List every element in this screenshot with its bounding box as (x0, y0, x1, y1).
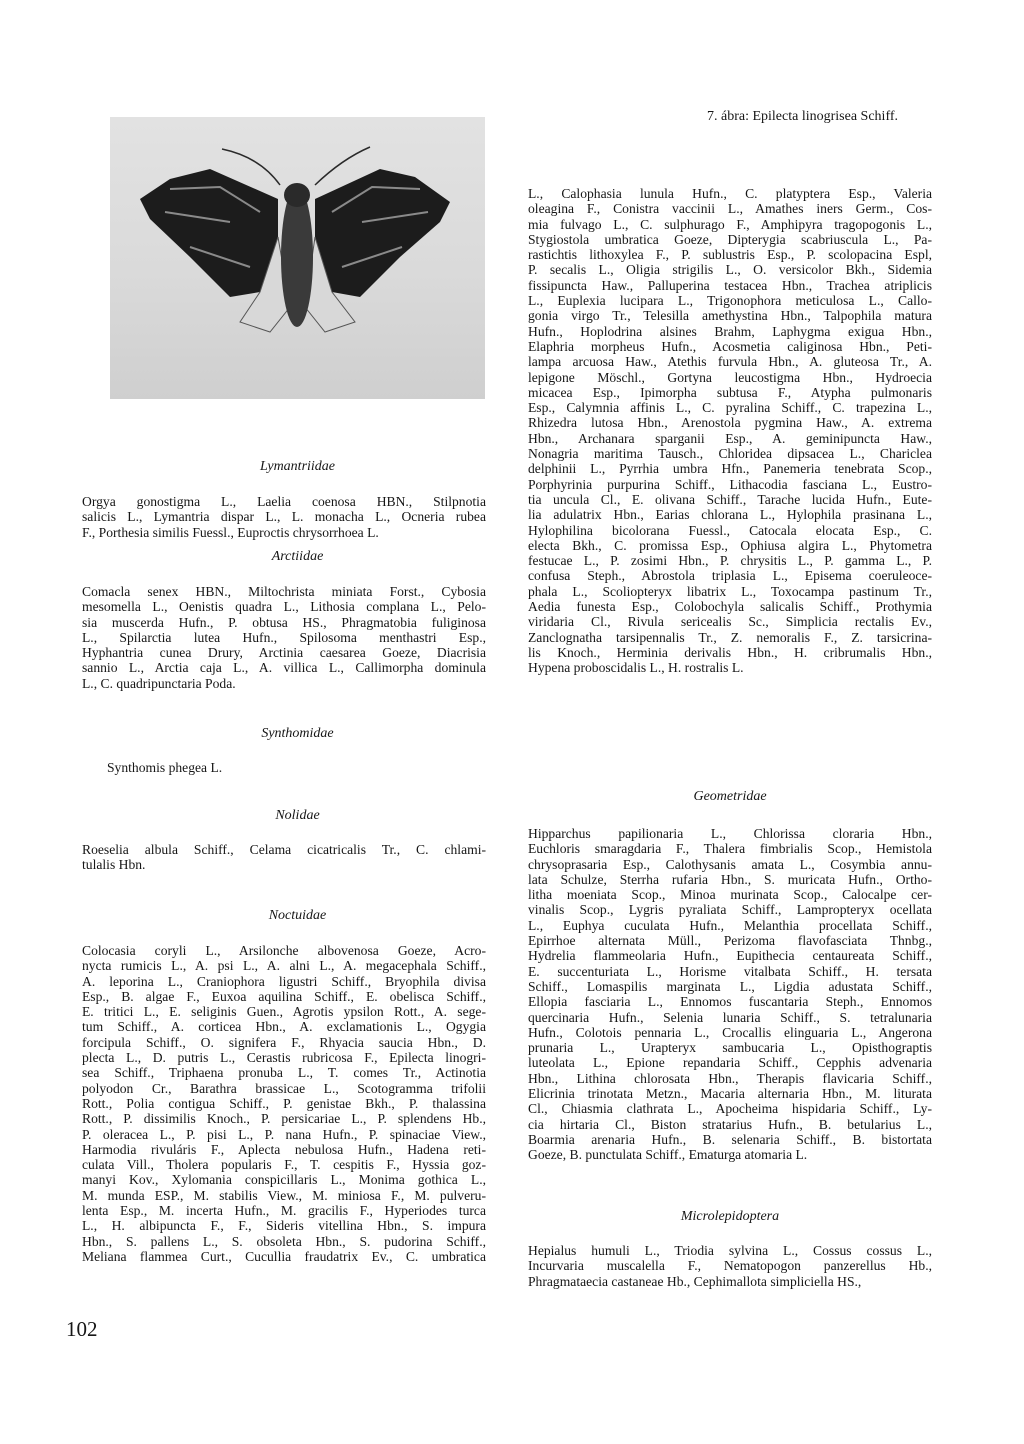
text-line: Colocasia coryli L., Arsilonche albovenosa Goeze, Acro- (82, 943, 486, 958)
text-line: M. munda ESP., M. stabilis View., M. miniosa F., M. pulveru- (82, 1187, 486, 1203)
text-line: Hyphantria cunea Drury, Arctinia caesarea Goeze, Diacrisia (82, 645, 486, 661)
text-line: P. oleracea L., P. pisi L., P. nana Hufn., P. spinaciae View., (82, 1126, 486, 1142)
text-line: E. tritici L., E. seliginis Guen., Agrotis ypsilon Rott., A. sege- (82, 1004, 486, 1020)
text-line: lis Knoch., Herminia derivalis Hbn., H. cribrumalis Hbn., (528, 644, 932, 660)
text-line: Hypena proboscidalis L., H. rostralis L. (528, 660, 744, 676)
text-line: lata Schulze, Sterrha rufaria Hbn., S. muricata Hufn., Ortho- (528, 871, 932, 887)
arctiidae-species-list (82, 584, 486, 691)
text-line: rastichtis lithoxylea F., P. sublustris Esp., P. scolopacina Espl, (528, 247, 932, 263)
family-heading-arctiidae: Arctiidae (271, 549, 324, 564)
text-line: Esp., Calymnia affinis L., C. pyralina Schiff., C. trapezina L., (528, 400, 932, 416)
text-line: chrysoprasaria Esp., Calothysanis amata L., Cosymbia annu- (528, 856, 932, 872)
text-line: Meliana flammea Curt., Cucullia fraudatrix Ev., C. umbratica (82, 1248, 486, 1264)
text-line: quercinaria Hufn., Selenia lunaria Schiff., S. tetralunaria (528, 1009, 932, 1025)
text-line: Rott., P. dissimilis Knoch., P. persicariae L., P. splendens Hb., (82, 1111, 486, 1127)
text-line: Hbn., S. pallens L., S. obsoleta Hbn., S. pudorina Schiff., (82, 1233, 486, 1249)
text-line: Aedia funesta Esp., Colobochyla salicalis Schiff., Prothymia (528, 599, 932, 615)
text-line: Roeselia albula Schiff., Celama cicatricalis Tr., C. chlami- (82, 842, 486, 857)
text-line: L., C. quadripunctaria Poda. (82, 675, 236, 691)
noctuidae-species-list (82, 943, 486, 1264)
text-line: L., Calophasia lunula Hufn., C. platyptera Esp., Valeria (528, 186, 932, 201)
text-line: Nonagria maritima Tausch., Chloridea dipsacea L., Chariclea (528, 446, 932, 462)
family-heading-lymantriidae: Lymantriidae (259, 459, 336, 474)
text-line: oleagina F., Conistra vaccinii L., Amathes iners Germ., Cos- (528, 201, 932, 217)
moth-head (284, 183, 310, 207)
text-line: tia uncula Cl., E. olivana Schiff., Tarache lucida Hufn., Eute- (528, 491, 932, 507)
page-number: 102 (66, 1317, 98, 1341)
synthomidae-species-list: Synthomis phegea L. (107, 760, 223, 775)
text-line: culata Vill., Tholera popularis F., T. cespitis F., Hyssia goz- (82, 1157, 486, 1173)
text-line: sannio L., Arctia caja L., A. villica L., Callimorpha dominula (82, 660, 486, 676)
text-line: vinalis Scop., Lygris pyraliata Schiff., Lampropteryx ocellata (528, 902, 932, 918)
text-line: lia adulatrix Hbn., Earias chlorana L., Hylophila prasinana L., (528, 507, 932, 523)
text-line: Comacla senex HBN., Miltochrista miniata Forst., Cybosia (82, 584, 486, 599)
text-line: lenta Esp., M. incerta Hufn., M. gracilis F., Hyperiodes turca (82, 1203, 486, 1219)
text-line: Ellopia fasciaria L., Ennomos fuscantaria Steph., Ennomos (528, 994, 932, 1010)
nolidae-species-list (82, 842, 486, 873)
text-line: Orgya gonostigma L., Laelia coenosa HBN., Stilpnotia (82, 494, 486, 509)
text-line: Schiff., Lomaspilis marginata L., Ligdia adustata Schiff., (528, 978, 932, 994)
moth-body (281, 187, 313, 327)
text-line: E. succenturiata L., Horisme vitalbata Schiff., H. tersata (528, 963, 932, 979)
text-line: Esp., B. algae F., Euxoa aquilina Schiff., E. obelisca Schiff., (82, 988, 486, 1004)
text-line: Incurvaria muscalella F., Nematopogon panzerellus Hb., (528, 1258, 932, 1274)
moth-photograph (110, 117, 485, 399)
text-line: fissipuncta Haw., Palluperina testacea Hbn., Trachea atriplicis (528, 277, 932, 293)
family-heading-synthomidae: Synthomidae (261, 726, 334, 741)
text-line: Hepialus humuli L., Triodia sylvina L., Cossus cossus L., (528, 1243, 932, 1258)
text-line: Phragmataecia castaneae Hb., Cephimallota simpliciella HS., (528, 1273, 862, 1289)
text-line: litha moeniata Scop., Minoa murinata Scop., Calocalpe cer- (528, 887, 932, 903)
text-line: micacea Esp., Ipimorpha subtusa F., Atypha pulmonaris (528, 384, 932, 400)
text-line: Elicrinia trinotata Metzn., Macaria alternaria Hbn., M. liturata (528, 1086, 932, 1102)
text-line: sea Schiff., Triphaena pronuba L., T. comes Tr., Actinotia (82, 1065, 486, 1081)
moth-illustration (110, 117, 485, 399)
text-line: Elaphria morpheus Hufn., Acosmetia caliginosa Hbn., Peti- (528, 338, 932, 354)
text-line: plecta L., D. putris L., Cerastis rubricosa F., Epilecta linogri- (82, 1050, 486, 1066)
text-line: electa Bkh., C. promissa Esp., Ophiusa algira L., Phytometra (528, 537, 932, 553)
text-line: Hbn., Archanara sparganii Esp., A. geminipuncta Haw., (528, 430, 932, 446)
text-line: phala L., Scoliopteryx libatrix L., Toxocampa pastinum Tr., (528, 583, 932, 599)
text-line: luteolata L., Epione repandaria Schiff., Cepphis advenaria (528, 1055, 932, 1071)
text-line: Goeze, B. punctulata Schiff., Ematurga atomaria L. (528, 1147, 808, 1163)
text-line: P. secalis L., Oligia strigilis L., O. versicolor Bkh., Sidemia (528, 262, 932, 278)
text-line: Hipparchus papilionaria L., Chlorissa cloraria Hbn., (528, 826, 932, 841)
text-line: prunaria L., Urapteryx sambucaria L., Opisthograptis (528, 1040, 932, 1056)
text-line: delphinii L., Pyrrhia umbra Hfn., Panemeria tenebrata Scop., (528, 461, 932, 477)
text-line: confusa Steph., Abrostola triplasia L., Episema coeruleoce- (528, 568, 932, 584)
text-line: Cl., Chiasmia clathrata L., Apocheima hispidaria Schiff., Ly- (528, 1101, 932, 1117)
text-line: Hylophilina bicolorana Fuessl., Catocala elocata Esp., C. (528, 522, 932, 538)
text-line: tum Schiff., A. corticea Hbn., A. exclamationis L., Ogygia (82, 1019, 486, 1035)
text-line: sia muscerda Hufn., P. obtusa HS., Phragmatobia fuliginosa (82, 614, 486, 630)
text-line: F., Porthesia similis Fuessl., Euproctis chrysorrhoea L. (82, 524, 379, 540)
family-heading-microlepidoptera: Microlepidoptera (680, 1209, 780, 1224)
text-line: L., Spilarctia lutea Hufn., Spilosoma menthastri Esp., (82, 629, 486, 645)
text-line: lampa arcuosa Haw., Atethis furvula Hbn., A. gluteosa Tr., A. (528, 354, 932, 370)
family-heading-geometridae: Geometridae (693, 789, 767, 804)
text-line: cia hirtaria Cl., Biston stratarius Hufn., B. betularius L., (528, 1116, 932, 1132)
text-line: L., H. albipuncta F., F., Sideris vitellina Hbn., S. impura (82, 1218, 486, 1234)
text-line: Hufn., Colotois pennaria L., Crocallis elinguaria L., Angerona (528, 1024, 932, 1040)
text-line: Euchloris smaragdaria F., Thalera fimbrialis Scop., Hemistola (528, 841, 932, 857)
text-line: L., Euphya cuculata Hufn., Melanthia procellata Schiff., (528, 917, 932, 933)
figure-caption: 7. ábra: Epilecta linogrisea Schiff. (707, 109, 899, 124)
text-line: Hbn., Lithina chlorosata Hbn., Therapis flavicaria Schiff., (528, 1070, 932, 1086)
text-line: mia fulvago L., C. sulphurago F., Amphipyra tragopogonis L., (528, 216, 932, 232)
text-line: tulalis Hbn. (82, 857, 146, 873)
text-line: manyi Kov., Xylomania conspicillaris L., Monima gothica L., (82, 1172, 486, 1188)
text-line: Rott., Polia contigua Schiff., P. genistae Bkh., P. thalassina (82, 1095, 486, 1111)
text-line: L., Euplexia lucipara L., Trigonophora meticulosa L., Callo- (528, 293, 932, 309)
text-line: Hufn., Hoplodrina alsines Brahm, Laphygma exigua Hbn., (528, 323, 932, 339)
text-line: Hydrelia flammeolaria Hufn., Eupithecia centaureata Schiff., (528, 948, 932, 964)
text-line: gonia virgo Tr., Telesilla amethystina Hbn., Talpophila matura (528, 308, 932, 324)
lymantriidae-species-list (82, 494, 486, 540)
text-line: Zanclognatha tarsipennalis Tr., Z. nemoralis F., Z. tarsicrina- (528, 629, 932, 645)
text-line: Epirrhoe alternata Müll., Perizoma flavofasciata Thnbg., (528, 933, 932, 949)
geometridae-species-list (528, 826, 932, 1163)
family-heading-nolidae: Nolidae (275, 808, 320, 823)
family-heading-noctuidae: Noctuidae (268, 908, 327, 923)
text-line: forcipula Schiff., O. signifera F., Rhyacia saucia Hbn., D. (82, 1034, 486, 1050)
text-line: Rhizedra lutosa Hbn., Arenostola pygmina Haw., A. extrema (528, 415, 932, 431)
text-line: A. leporina L., Craniophora ligustri Schiff., Bryophila divisa (82, 973, 486, 989)
text-line: nycta rumicis L., A. psi L., A. alni L., A. megacephala Schiff., (82, 958, 486, 974)
text-line: mesomella L., Oenistis quadra L., Lithosia complana L., Pelo- (82, 599, 486, 615)
text-line: Harmodia rivuláris F., Aplecta nebulosa Hufn., Hadena reti- (82, 1141, 486, 1157)
text-line: Stygiostola umbratica Goeze, Dipterygia scabriuscula L., Pa- (528, 231, 932, 247)
microlepidoptera-species-list (528, 1243, 932, 1289)
text-line: salicis L., Lymantria dispar L., L. monacha L., Ocneria rubea (82, 509, 486, 525)
text-line: festucae L., P. zosimi Hbn., P. chrysitis L., P. gamma L., P. (528, 553, 932, 569)
text-line: Porphyrinia purpurina Schiff., Lithacodia fasciana L., Eustro- (528, 476, 932, 492)
text-line: lepigone Möschl., Gortyna leucostigma Hbn., Hydroecia (528, 369, 932, 385)
text-line: Boarmia arenaria Hufn., B. selenaria Schiff., B. bistortata (528, 1131, 932, 1147)
text-line: polyodon Cr., Barathra brassicae L., Scotogramma trifolii (82, 1080, 486, 1096)
noctuidae-continued-list (528, 186, 932, 676)
text-line: viridaria Cl., Rivula sericealis Sc., Simplicia rectalis Ev., (528, 614, 932, 630)
